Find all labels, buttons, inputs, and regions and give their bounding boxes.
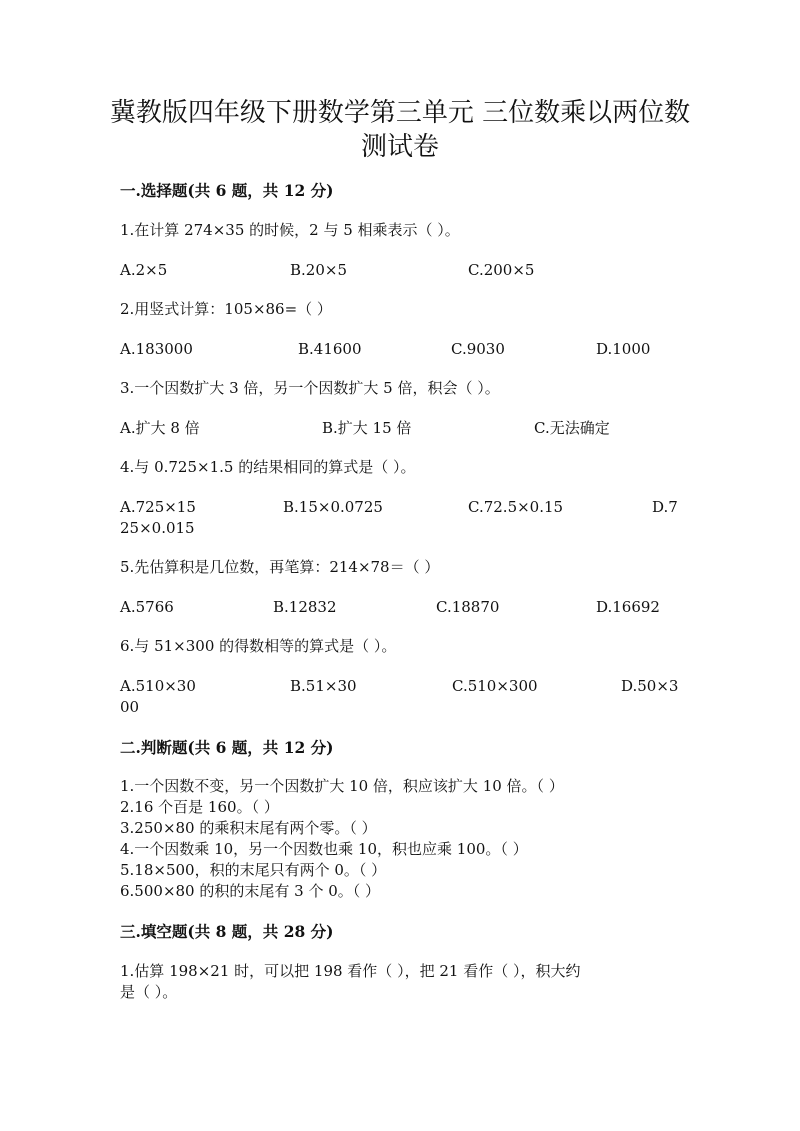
question-text: 2.用竖式计算：105×86=（ ）: [120, 300, 332, 318]
option-a: A.725×15: [120, 498, 196, 516]
option-b: B.20×5: [290, 261, 347, 279]
judgement-item: 1.一个因数不变，另一个因数扩大 10 倍，积应该扩大 10 倍。（ ）: [120, 777, 564, 795]
option-b: B.15×0.0725: [283, 498, 383, 516]
option-d-wrap: 25×0.015: [120, 519, 195, 537]
question-text: 4.与 0.725×1.5 的结果相同的算式是（ ）。: [120, 458, 416, 476]
section-heading-judgement: 二.判断题(共 6 题，共 12 分): [120, 738, 334, 757]
page-title-continued: 测试卷: [360, 132, 439, 162]
option-d: D.1000: [596, 340, 651, 358]
fill-blank-question-continued: 是（ ）。: [120, 983, 178, 1001]
section-heading-fill-blank: 三.填空题(共 8 题，共 28 分): [120, 922, 334, 941]
option-d: D.7: [652, 498, 678, 516]
option-c: C.200×5: [468, 261, 535, 279]
option-b: B.41600: [298, 340, 362, 358]
judgement-item: 6.500×80 的积的末尾有 3 个 0。（ ）: [120, 882, 381, 900]
option-a: A.183000: [120, 340, 193, 358]
option-b: B.51×30: [290, 677, 357, 695]
option-a: A.5766: [120, 598, 174, 616]
judgement-item: 5.18×500，积的末尾只有两个 0。（ ）: [120, 861, 387, 879]
question-text: 5.先估算积是几位数，再笔算：214×78＝（ ）: [120, 558, 440, 576]
option-c: C.9030: [451, 340, 505, 358]
option-c: C.无法确定: [534, 419, 610, 437]
option-b: B.12832: [273, 598, 337, 616]
option-a: A.510×30: [120, 677, 196, 695]
option-c: C.72.5×0.15: [468, 498, 564, 516]
judgement-item: 4.一个因数乘 10，另一个因数也乘 10，积也应乘 100。（ ）: [120, 840, 528, 858]
option-d: D.16692: [596, 598, 660, 616]
option-d-wrap: 00: [120, 698, 140, 716]
question-text: 1.在计算 274×35 的时候，2 与 5 相乘表示（ ）。: [120, 221, 460, 239]
option-a: A.2×5: [120, 261, 168, 279]
question-text: 6.与 51×300 的得数相等的算式是（ ）。: [120, 637, 397, 655]
judgement-item: 2.16 个百是 160。（ ）: [120, 798, 279, 816]
section-heading-choice: 一.选择题(共 6 题，共 12 分): [120, 181, 334, 200]
option-b: B.扩大 15 倍: [322, 419, 412, 437]
judgement-item: 3.250×80 的乘积末尾有两个零。（ ）: [120, 819, 377, 837]
question-text: 3.一个因数扩大 3 倍，另一个因数扩大 5 倍，积会（ ）。: [120, 379, 500, 397]
option-d: D.50×3: [621, 677, 679, 695]
fill-blank-question: 1.估算 198×21 时，可以把 198 看作（ ），把 21 看作（ ），积大约: [120, 962, 581, 980]
option-c: C.18870: [436, 598, 500, 616]
option-c: C.510×300: [452, 677, 538, 695]
option-a: A.扩大 8 倍: [120, 419, 200, 437]
page-title: 冀教版四年级下册数学第三单元 三位数乘以两位数: [109, 98, 691, 128]
